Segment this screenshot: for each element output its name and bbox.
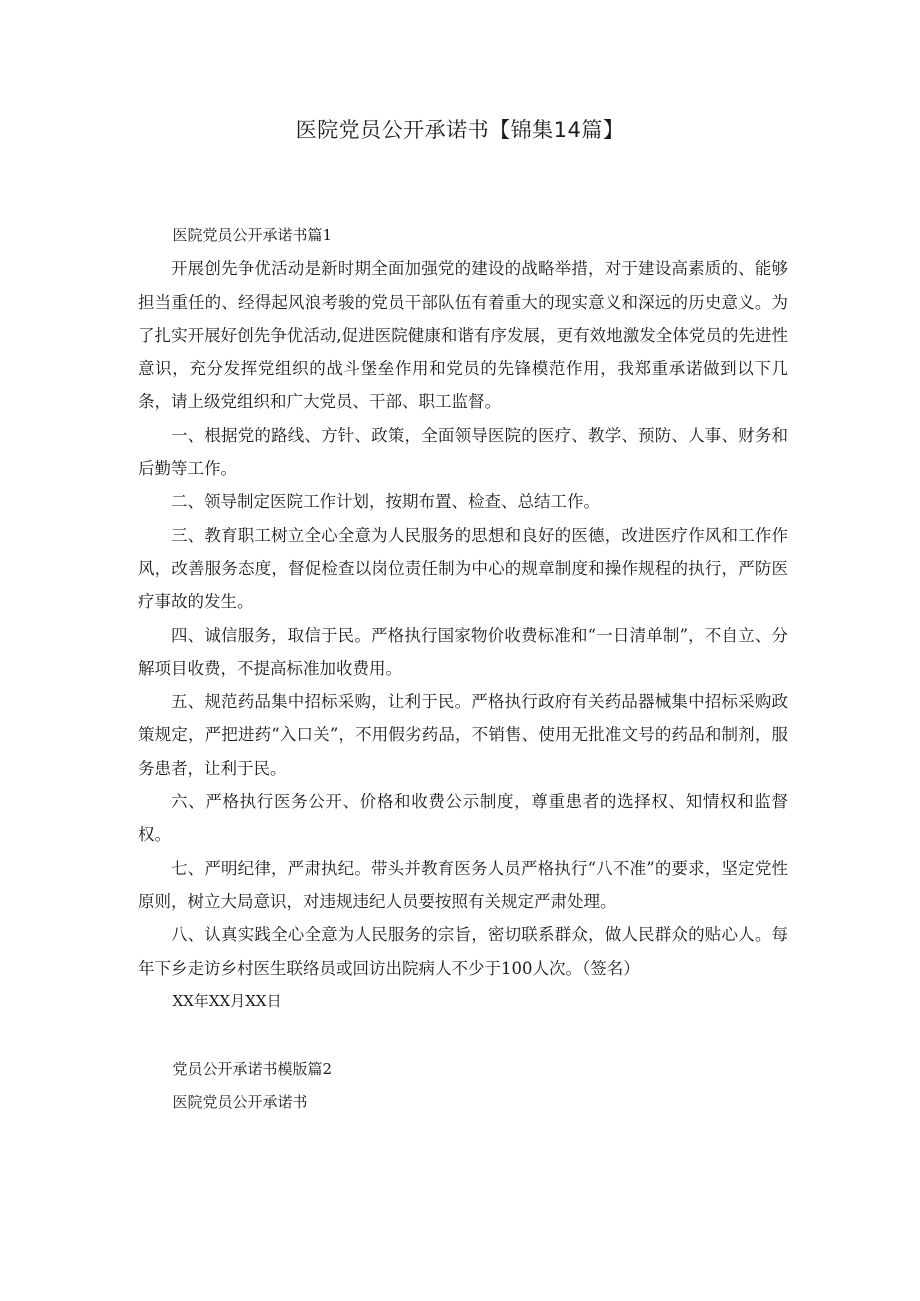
paragraph: 八、认真实践全心全意为人民服务的宗旨，密切联系群众，做人民群众的贴心人。每年下乡走访乡村医生联络员或回访出院病人不少于100人次。（签名） [138,925,788,978]
section-heading: 医院党员公开承诺书篇1 [172,226,333,244]
paragraph: 开展创先争优活动是新时期全面加强党的建设的战略举措，对于建设高素质的、能够担当重任的、经得起风浪考骏的党员干部队伍有着重大的现实意义和深远的历史意义。为了扎实开展好创先争优活动,促进医院健康和谐有序发展，更有效地激发全体党员的先进性意识，充分发挥党组织的战斗堡垒作用和党员的先锋模范作用，我郑重承诺做到以下几条，请上级党组织和广大党员、干部、职工监督。 [138,259,788,412]
document-body [138,219,788,1120]
paragraph: 一、根据党的路线、方针、政策，全面领导医院的医疗、教学、预防、人事、财务和后勤等工作。 [138,425,788,479]
section-heading: 党员公开承诺书模版篇2 [172,1060,333,1079]
document-title: 医院党员公开承诺书【锦集14篇】 [295,118,625,142]
paragraph: 五、规范药品集中招标采购，让利于民。严格执行政府有关药品器械集中招标采购政策规定，严把进药“入口关”，不用假劣药品，不销售、使用无批准文号的药品和制剂，服务患者，让利于民。 [138,692,788,778]
signature-date: XX年XX月XX日 [172,991,282,1010]
paragraph: 七、严明纪律，严肃执纪。带头并教育医务人员严格执行“八不准”的要求，坚定党性原则，树立大局意识，对违规违纪人员要按照有关规定严肃处理。 [138,858,788,911]
paragraph: 三、教育职工树立全心全意为人民服务的思想和良好的医德，改进医疗作风和工作作风，改善服务态度，督促检查以岗位责任制为中心的规章制度和操作规程的执行，严防医疗事故的发生。 [138,525,788,612]
section-subheading: 医院党员公开承诺书 [172,1093,308,1112]
paragraph: 四、诚信服务，取信于民。严格执行国家物价收费标准和“一日清单制”，不自立、分解项目收费，不提高标准加收费用。 [138,625,788,678]
section-spacer [138,1018,788,1053]
paragraph: 六、严格执行医务公开、价格和收费公示制度，尊重患者的选择权、知情权和监督权。 [138,792,788,845]
paragraph: 二、领导制定医院工作计划，按期布置、检查、总结工作。 [171,492,600,512]
